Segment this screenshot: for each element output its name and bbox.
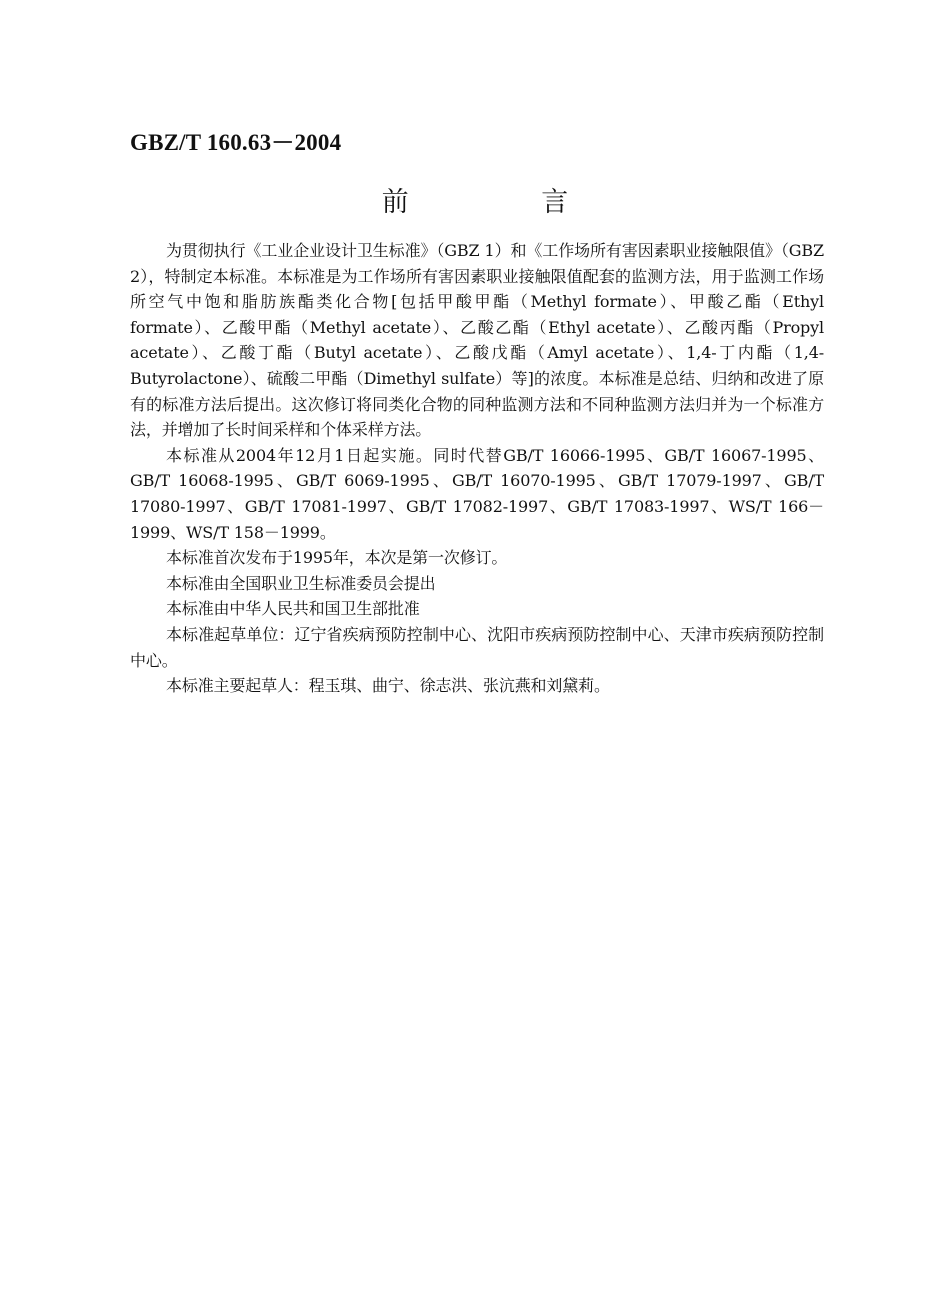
paragraph-purpose: 为贯彻执行《工业企业设计卫生标准》（GBZ 1）和《工作场所有害因素职业接触限值》（GBZ 2），特制定本标准。本标准是为工作场所有害因素职业接触限值配套的监测方法，用于监测工作场所空气中饱和脂肪族酯类化合物[包括甲酸甲酯（Methyl formate）、甲酸乙酯（Ethyl formate）、乙酸甲酯（Methyl acetate）、乙酸乙酯（Ethyl acetate）、乙酸丙酯（Propyl acetate）、乙酸丁酯（Butyl acetate）、乙酸戊酯（Amyl acetate）、1,4-丁内酯（1,4-Butyrolactone）、硫酸二甲酯（Dimethyl sulfate）等]的浓度。本标准是总结、归纳和改进了原有的标准方法后提出。这次修订将同类化合物的同种监测方法和不同种监测方法归并为一个标准方法，并增加了长时间采样和个体采样方法。 bbox=[130, 241, 824, 440]
paragraph-approver: 本标准由中华人民共和国卫生部批准 bbox=[166, 599, 420, 619]
standard-code: GBZ/T 160.63－2004 bbox=[130, 130, 342, 155]
page-title: 前 言 bbox=[381, 187, 631, 218]
paragraph-drafters: 本标准主要起草人：程玉琪、曲宁、徐志洪、张沆燕和刘黛莉。 bbox=[166, 676, 610, 696]
paragraph-effective-date: 本标准从2004年12月1日起实施。同时代替GB/T 16066-1995、GB/T 16067-1995、GB/T 16068-1995、GB/T 6069-1995、GB/T 16070-1995、GB/T 17079-1997、GB/T 17080-1997、GB/T 17081-1997、GB/T 17082-1997、GB/T 17083-1997、WS/T 166－1999、WS/T 158－1999。 bbox=[130, 445, 824, 542]
paragraph-proposer: 本标准由全国职业卫生标准委员会提出 bbox=[166, 573, 436, 593]
paragraph-drafting-units: 本标准起草单位：辽宁省疾病预防控制中心、沈阳市疾病预防控制中心、天津市疾病预防控制中心。 bbox=[130, 624, 824, 670]
document-body bbox=[130, 238, 824, 699]
paragraph-first-release: 本标准首次发布于1995年，本次是第一次修订。 bbox=[166, 548, 508, 568]
